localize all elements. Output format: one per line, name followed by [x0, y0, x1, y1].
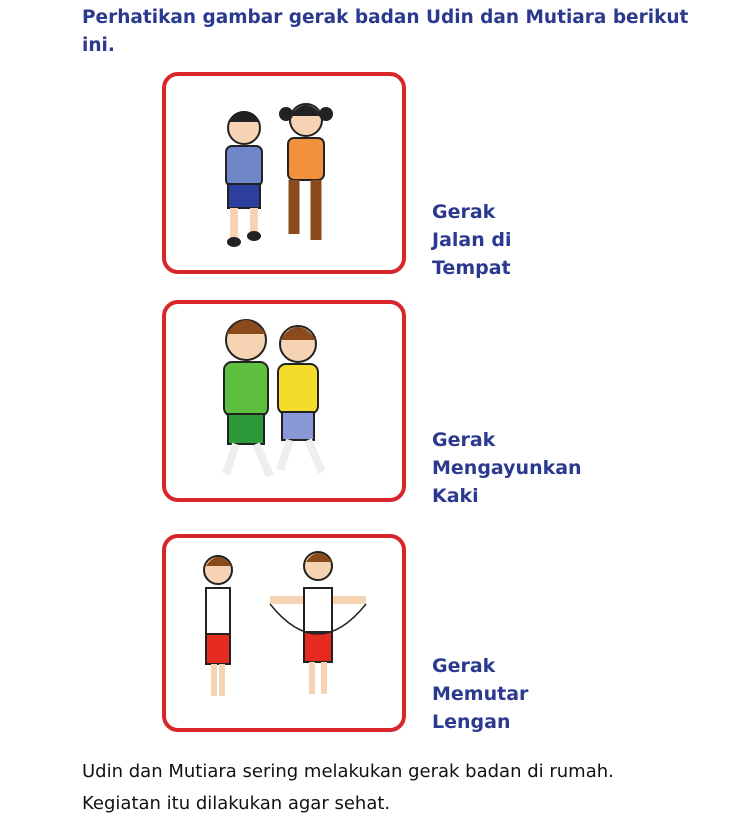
label-line: Mengayunkan	[432, 457, 582, 479]
label-walking-in-place	[432, 198, 511, 282]
illustration-swinging-legs	[162, 300, 406, 502]
intro-text: Perhatikan gambar gerak badan Udin dan Mutiara berikut ini.	[82, 7, 689, 56]
label-line: Tempat	[432, 257, 511, 279]
label-line: Jalan di	[432, 229, 512, 251]
label-line: Gerak	[432, 655, 496, 677]
label-swinging-legs	[432, 426, 582, 510]
boy-side-figure	[204, 556, 232, 696]
label-line: Gerak	[432, 201, 496, 223]
illustration-rotating-arms	[162, 534, 406, 732]
girl-figure	[278, 326, 322, 472]
label-rotating-arms	[432, 652, 528, 736]
label-line: Lengan	[432, 711, 511, 733]
illustration-walking-in-place	[162, 72, 406, 274]
boy-front-figure	[270, 552, 366, 694]
outro-text	[82, 756, 614, 820]
girl-figure	[279, 104, 333, 240]
label-line: Kaki	[432, 485, 479, 507]
outro-line: Kegiatan itu dilakukan agar sehat.	[82, 793, 391, 814]
boy-figure	[226, 111, 262, 247]
boy-figure	[224, 320, 270, 476]
label-line: Gerak	[432, 429, 496, 451]
outro-line: Udin dan Mutiara sering melakukan gerak badan di rumah.	[82, 761, 614, 782]
label-line: Memutar	[432, 683, 529, 705]
